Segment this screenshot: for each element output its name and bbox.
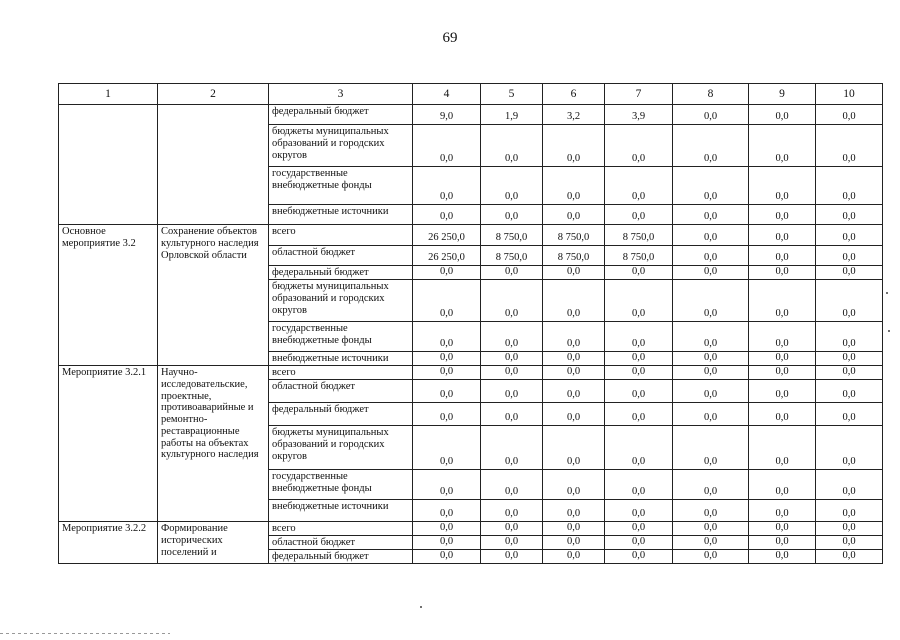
scan-artifact-dot	[886, 292, 888, 294]
value-cell: 0,0	[543, 426, 605, 470]
value-cell: 0,0	[605, 500, 673, 522]
value-cell: 0,0	[481, 280, 543, 322]
value-cell: 0,0	[673, 522, 749, 536]
value-cell: 0,0	[605, 536, 673, 550]
value-cell: 0,0	[481, 470, 543, 500]
funding-source-cell: всего	[269, 225, 413, 246]
value-cell: 8 750,0	[543, 246, 605, 266]
value-cell: 0,0	[673, 246, 749, 266]
value-cell: 9,0	[413, 105, 481, 125]
value-cell: 0,0	[749, 536, 816, 550]
value-cell: 0,0	[481, 366, 543, 380]
value-cell: 0,0	[816, 280, 883, 322]
value-cell: 0,0	[749, 322, 816, 352]
value-cell: 0,0	[413, 550, 481, 564]
value-cell: 0,0	[605, 205, 673, 225]
value-cell: 0,0	[605, 426, 673, 470]
value-cell: 3,2	[543, 105, 605, 125]
value-cell: 0,0	[543, 536, 605, 550]
funding-source-cell: областной бюджет	[269, 246, 413, 266]
measure-code-cell: Мероприятие 3.2.1	[59, 366, 158, 522]
funding-source-cell: бюджеты муниципальных образований и городских округов	[269, 280, 413, 322]
value-cell: 0,0	[605, 550, 673, 564]
column-header: 2	[158, 84, 269, 105]
value-cell: 0,0	[481, 125, 543, 167]
header-row	[59, 84, 883, 105]
column-header: 10	[816, 84, 883, 105]
value-cell: 0,0	[816, 426, 883, 470]
value-cell: 0,0	[749, 380, 816, 403]
value-cell: 0,0	[605, 266, 673, 280]
value-cell: 0,0	[749, 225, 816, 246]
value-cell: 0,0	[481, 266, 543, 280]
value-cell: 0,0	[543, 403, 605, 426]
funding-source-cell: областной бюджет	[269, 536, 413, 550]
funding-source-cell: федеральный бюджет	[269, 105, 413, 125]
value-cell: 0,0	[543, 550, 605, 564]
table-row	[59, 225, 883, 246]
value-cell: 0,0	[749, 500, 816, 522]
value-cell: 0,0	[543, 380, 605, 403]
value-cell: 0,0	[749, 366, 816, 380]
value-cell: 0,0	[816, 105, 883, 125]
value-cell: 3,9	[605, 105, 673, 125]
value-cell: 0,0	[543, 266, 605, 280]
value-cell: 0,0	[749, 403, 816, 426]
value-cell: 0,0	[816, 550, 883, 564]
value-cell: 0,0	[481, 322, 543, 352]
value-cell: 0,0	[673, 322, 749, 352]
value-cell: 0,0	[413, 167, 481, 205]
value-cell: 0,0	[749, 550, 816, 564]
funding-source-cell: федеральный бюджет	[269, 403, 413, 426]
value-cell: 0,0	[749, 352, 816, 366]
funding-source-cell: внебюджетные источники	[269, 352, 413, 366]
value-cell: 0,0	[481, 380, 543, 403]
value-cell: 0,0	[673, 403, 749, 426]
scan-artifact-dot	[420, 606, 422, 608]
funding-source-cell: федеральный бюджет	[269, 550, 413, 564]
value-cell: 0,0	[673, 380, 749, 403]
value-cell: 0,0	[816, 167, 883, 205]
funding-source-cell: внебюджетные источники	[269, 205, 413, 225]
value-cell: 0,0	[749, 522, 816, 536]
value-cell: 8 750,0	[605, 225, 673, 246]
value-cell: 0,0	[543, 352, 605, 366]
value-cell: 0,0	[413, 522, 481, 536]
value-cell: 0,0	[481, 426, 543, 470]
value-cell: 0,0	[605, 125, 673, 167]
value-cell: 0,0	[749, 470, 816, 500]
value-cell: 0,0	[749, 246, 816, 266]
funding-source-cell: государственные внебюджетные фонды	[269, 322, 413, 352]
funding-source-cell: всего	[269, 366, 413, 380]
value-cell: 0,0	[749, 105, 816, 125]
column-header: 5	[481, 84, 543, 105]
budget-table	[58, 83, 883, 564]
measure-name-cell	[158, 105, 269, 225]
funding-source-cell: государственные внебюджетные фонды	[269, 470, 413, 500]
value-cell: 0,0	[543, 280, 605, 322]
value-cell: 0,0	[816, 125, 883, 167]
value-cell: 0,0	[605, 167, 673, 205]
column-header: 1	[59, 84, 158, 105]
value-cell: 0,0	[605, 380, 673, 403]
value-cell: 0,0	[413, 352, 481, 366]
column-header: 9	[749, 84, 816, 105]
value-cell: 0,0	[673, 366, 749, 380]
value-cell: 0,0	[673, 105, 749, 125]
value-cell: 0,0	[481, 500, 543, 522]
value-cell: 0,0	[605, 322, 673, 352]
value-cell: 0,0	[605, 280, 673, 322]
value-cell: 0,0	[816, 366, 883, 380]
value-cell: 0,0	[749, 205, 816, 225]
value-cell: 0,0	[413, 500, 481, 522]
value-cell: 0,0	[749, 125, 816, 167]
value-cell: 0,0	[816, 246, 883, 266]
value-cell: 0,0	[543, 167, 605, 205]
column-header: 4	[413, 84, 481, 105]
value-cell: 8 750,0	[481, 225, 543, 246]
value-cell: 0,0	[413, 205, 481, 225]
value-cell: 0,0	[543, 125, 605, 167]
value-cell: 0,0	[673, 167, 749, 205]
funding-source-cell: государственные внебюджетные фонды	[269, 167, 413, 205]
value-cell: 0,0	[673, 266, 749, 280]
value-cell: 0,0	[749, 167, 816, 205]
value-cell: 0,0	[481, 522, 543, 536]
value-cell: 0,0	[481, 205, 543, 225]
measure-name-cell: Научно-исследовательские, проектные, противоаварийные и ремонтно-реставрационные работы на объектах культурного наследия	[158, 366, 269, 522]
value-cell: 0,0	[481, 550, 543, 564]
column-header: 6	[543, 84, 605, 105]
value-cell: 0,0	[481, 536, 543, 550]
value-cell: 0,0	[413, 266, 481, 280]
value-cell: 0,0	[673, 205, 749, 225]
value-cell: 0,0	[749, 426, 816, 470]
scan-artifact-dot	[888, 330, 890, 332]
value-cell: 0,0	[816, 536, 883, 550]
value-cell: 0,0	[816, 522, 883, 536]
value-cell: 0,0	[605, 522, 673, 536]
value-cell: 0,0	[816, 500, 883, 522]
value-cell: 0,0	[673, 550, 749, 564]
table-row	[59, 105, 883, 125]
value-cell: 0,0	[816, 266, 883, 280]
column-header: 7	[605, 84, 673, 105]
value-cell: 0,0	[543, 470, 605, 500]
value-cell: 0,0	[673, 470, 749, 500]
table-row	[59, 366, 883, 380]
value-cell: 0,0	[749, 280, 816, 322]
value-cell: 0,0	[413, 280, 481, 322]
value-cell: 0,0	[413, 380, 481, 403]
value-cell: 0,0	[605, 403, 673, 426]
value-cell: 8 750,0	[543, 225, 605, 246]
funding-source-cell: бюджеты муниципальных образований и городских округов	[269, 426, 413, 470]
value-cell: 0,0	[605, 470, 673, 500]
value-cell: 0,0	[673, 352, 749, 366]
value-cell: 0,0	[413, 426, 481, 470]
funding-source-cell: внебюджетные источники	[269, 500, 413, 522]
value-cell: 0,0	[413, 470, 481, 500]
value-cell: 0,0	[413, 125, 481, 167]
value-cell: 0,0	[543, 205, 605, 225]
value-cell: 0,0	[816, 322, 883, 352]
page-number: 69	[442, 30, 458, 46]
value-cell: 0,0	[543, 366, 605, 380]
value-cell: 0,0	[481, 403, 543, 426]
measure-code-cell: Основное мероприятие 3.2	[59, 225, 158, 366]
value-cell: 0,0	[543, 500, 605, 522]
value-cell: 1,9	[481, 105, 543, 125]
column-header: 3	[269, 84, 413, 105]
value-cell: 0,0	[673, 500, 749, 522]
value-cell: 0,0	[816, 403, 883, 426]
table-row	[59, 522, 883, 536]
measure-code-cell	[59, 105, 158, 225]
value-cell: 0,0	[816, 352, 883, 366]
value-cell: 26 250,0	[413, 246, 481, 266]
value-cell: 0,0	[673, 280, 749, 322]
value-cell: 8 750,0	[605, 246, 673, 266]
value-cell: 0,0	[816, 205, 883, 225]
funding-source-cell: федеральный бюджет	[269, 266, 413, 280]
value-cell: 0,0	[816, 380, 883, 403]
value-cell: 0,0	[816, 470, 883, 500]
value-cell: 0,0	[413, 366, 481, 380]
value-cell: 0,0	[749, 266, 816, 280]
funding-source-cell: бюджеты муниципальных образований и городских округов	[269, 125, 413, 167]
scan-artifact-line	[0, 633, 170, 634]
table-body	[59, 105, 883, 564]
value-cell: 0,0	[413, 536, 481, 550]
measure-name-cell: Сохранение объектов культурного наследия Орловской области	[158, 225, 269, 366]
measure-code-cell: Мероприятие 3.2.2	[59, 522, 158, 564]
value-cell: 26 250,0	[413, 225, 481, 246]
value-cell: 0,0	[481, 167, 543, 205]
value-cell: 0,0	[673, 426, 749, 470]
value-cell: 0,0	[816, 225, 883, 246]
value-cell: 8 750,0	[481, 246, 543, 266]
value-cell: 0,0	[673, 536, 749, 550]
value-cell: 0,0	[413, 322, 481, 352]
value-cell: 0,0	[543, 522, 605, 536]
measure-name-cell: Формирование исторических поселений и	[158, 522, 269, 564]
table-header	[59, 84, 883, 105]
funding-source-cell: областной бюджет	[269, 380, 413, 403]
value-cell: 0,0	[543, 322, 605, 352]
value-cell: 0,0	[605, 352, 673, 366]
value-cell: 0,0	[413, 403, 481, 426]
value-cell: 0,0	[481, 352, 543, 366]
funding-source-cell: всего	[269, 522, 413, 536]
column-header: 8	[673, 84, 749, 105]
value-cell: 0,0	[673, 225, 749, 246]
value-cell: 0,0	[673, 125, 749, 167]
value-cell: 0,0	[605, 366, 673, 380]
